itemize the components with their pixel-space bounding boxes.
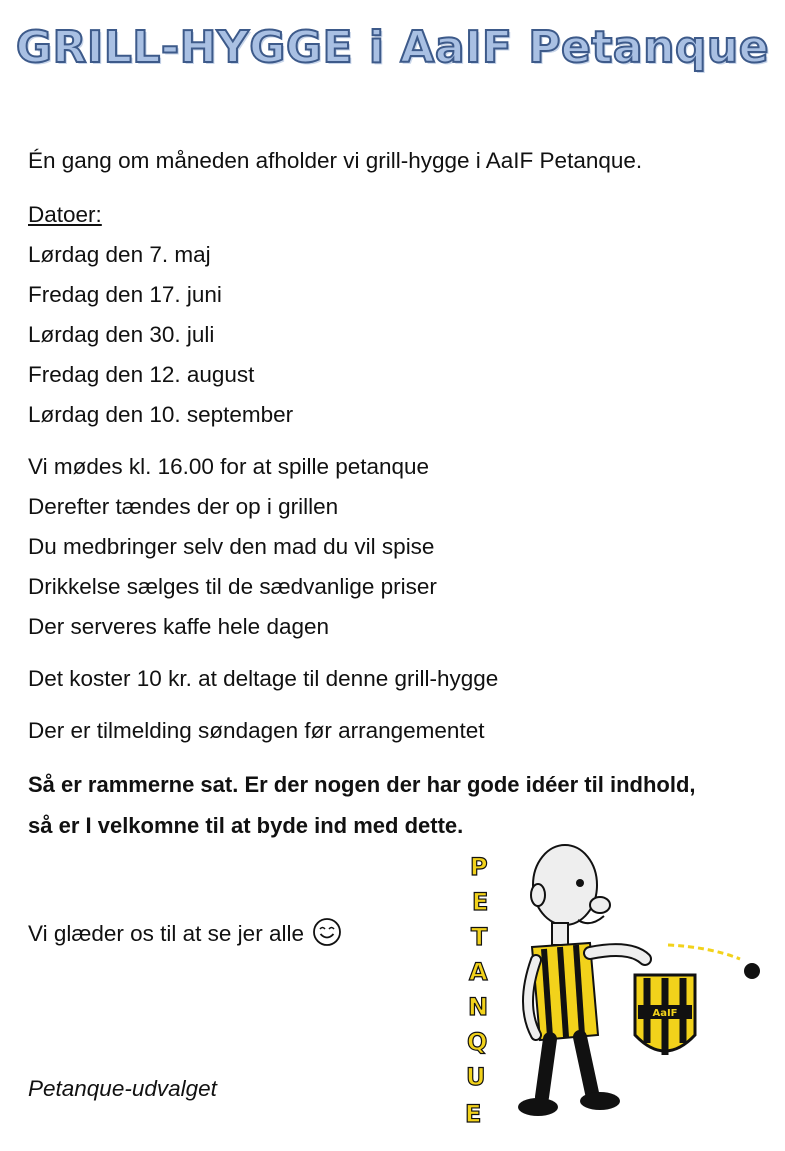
detail-item: Drikkelse sælges til de sædvanlige priser [28,574,437,599]
signup-text: Der er tilmelding søndagen før arrangementet [28,718,485,743]
date-item: Lørdag den 10. september [28,402,294,427]
closing-text [28,917,342,953]
date-item: Fredag den 17. juni [28,282,222,307]
page-title: GRILL-HYGGE i AaIF Petanque [15,22,770,73]
petanque-letter: T [471,923,488,951]
petanque-letter: Q [467,1028,488,1056]
call-to-action-line: så er I velkomne til at byde ind med dette. [28,813,464,838]
petanque-letter: P [470,853,488,881]
price-text: Det koster 10 kr. at deltage til denne grill-hygge [28,666,499,691]
closing-label: Vi glæder os til at se jer alle [28,921,304,946]
detail-item: Du medbringer selv den mad du vil spise [28,534,435,559]
smiley-icon [312,917,342,953]
petanque-mascot-illustration [440,835,770,1140]
call-to-action-line: Så er rammerne sat. Er der nogen der har gode idéer til indhold, [28,772,696,797]
detail-item: Der serveres kaffe hele dagen [28,614,330,639]
petanque-letter: E [472,888,489,916]
petanque-letter: U [466,1063,486,1091]
dates-heading: Datoer: [28,202,102,227]
date-item: Lørdag den 30. juli [28,322,215,347]
detail-item: Derefter tændes der op i grillen [28,494,339,519]
date-item: Fredag den 12. august [28,362,255,387]
date-item: Lørdag den 7. maj [28,242,211,267]
signature: Petanque-udvalget [28,1076,217,1101]
petanque-letter: E [465,1100,482,1128]
petanque-letter: N [468,993,489,1021]
badge-label: AaIF [652,1008,678,1019]
detail-item: Vi mødes kl. 16.00 for at spille petanque [28,454,430,479]
petanque-letter: A [469,958,488,986]
intro-text: Én gang om måneden afholder vi grill-hygge i AaIF Petanque. [28,148,643,173]
